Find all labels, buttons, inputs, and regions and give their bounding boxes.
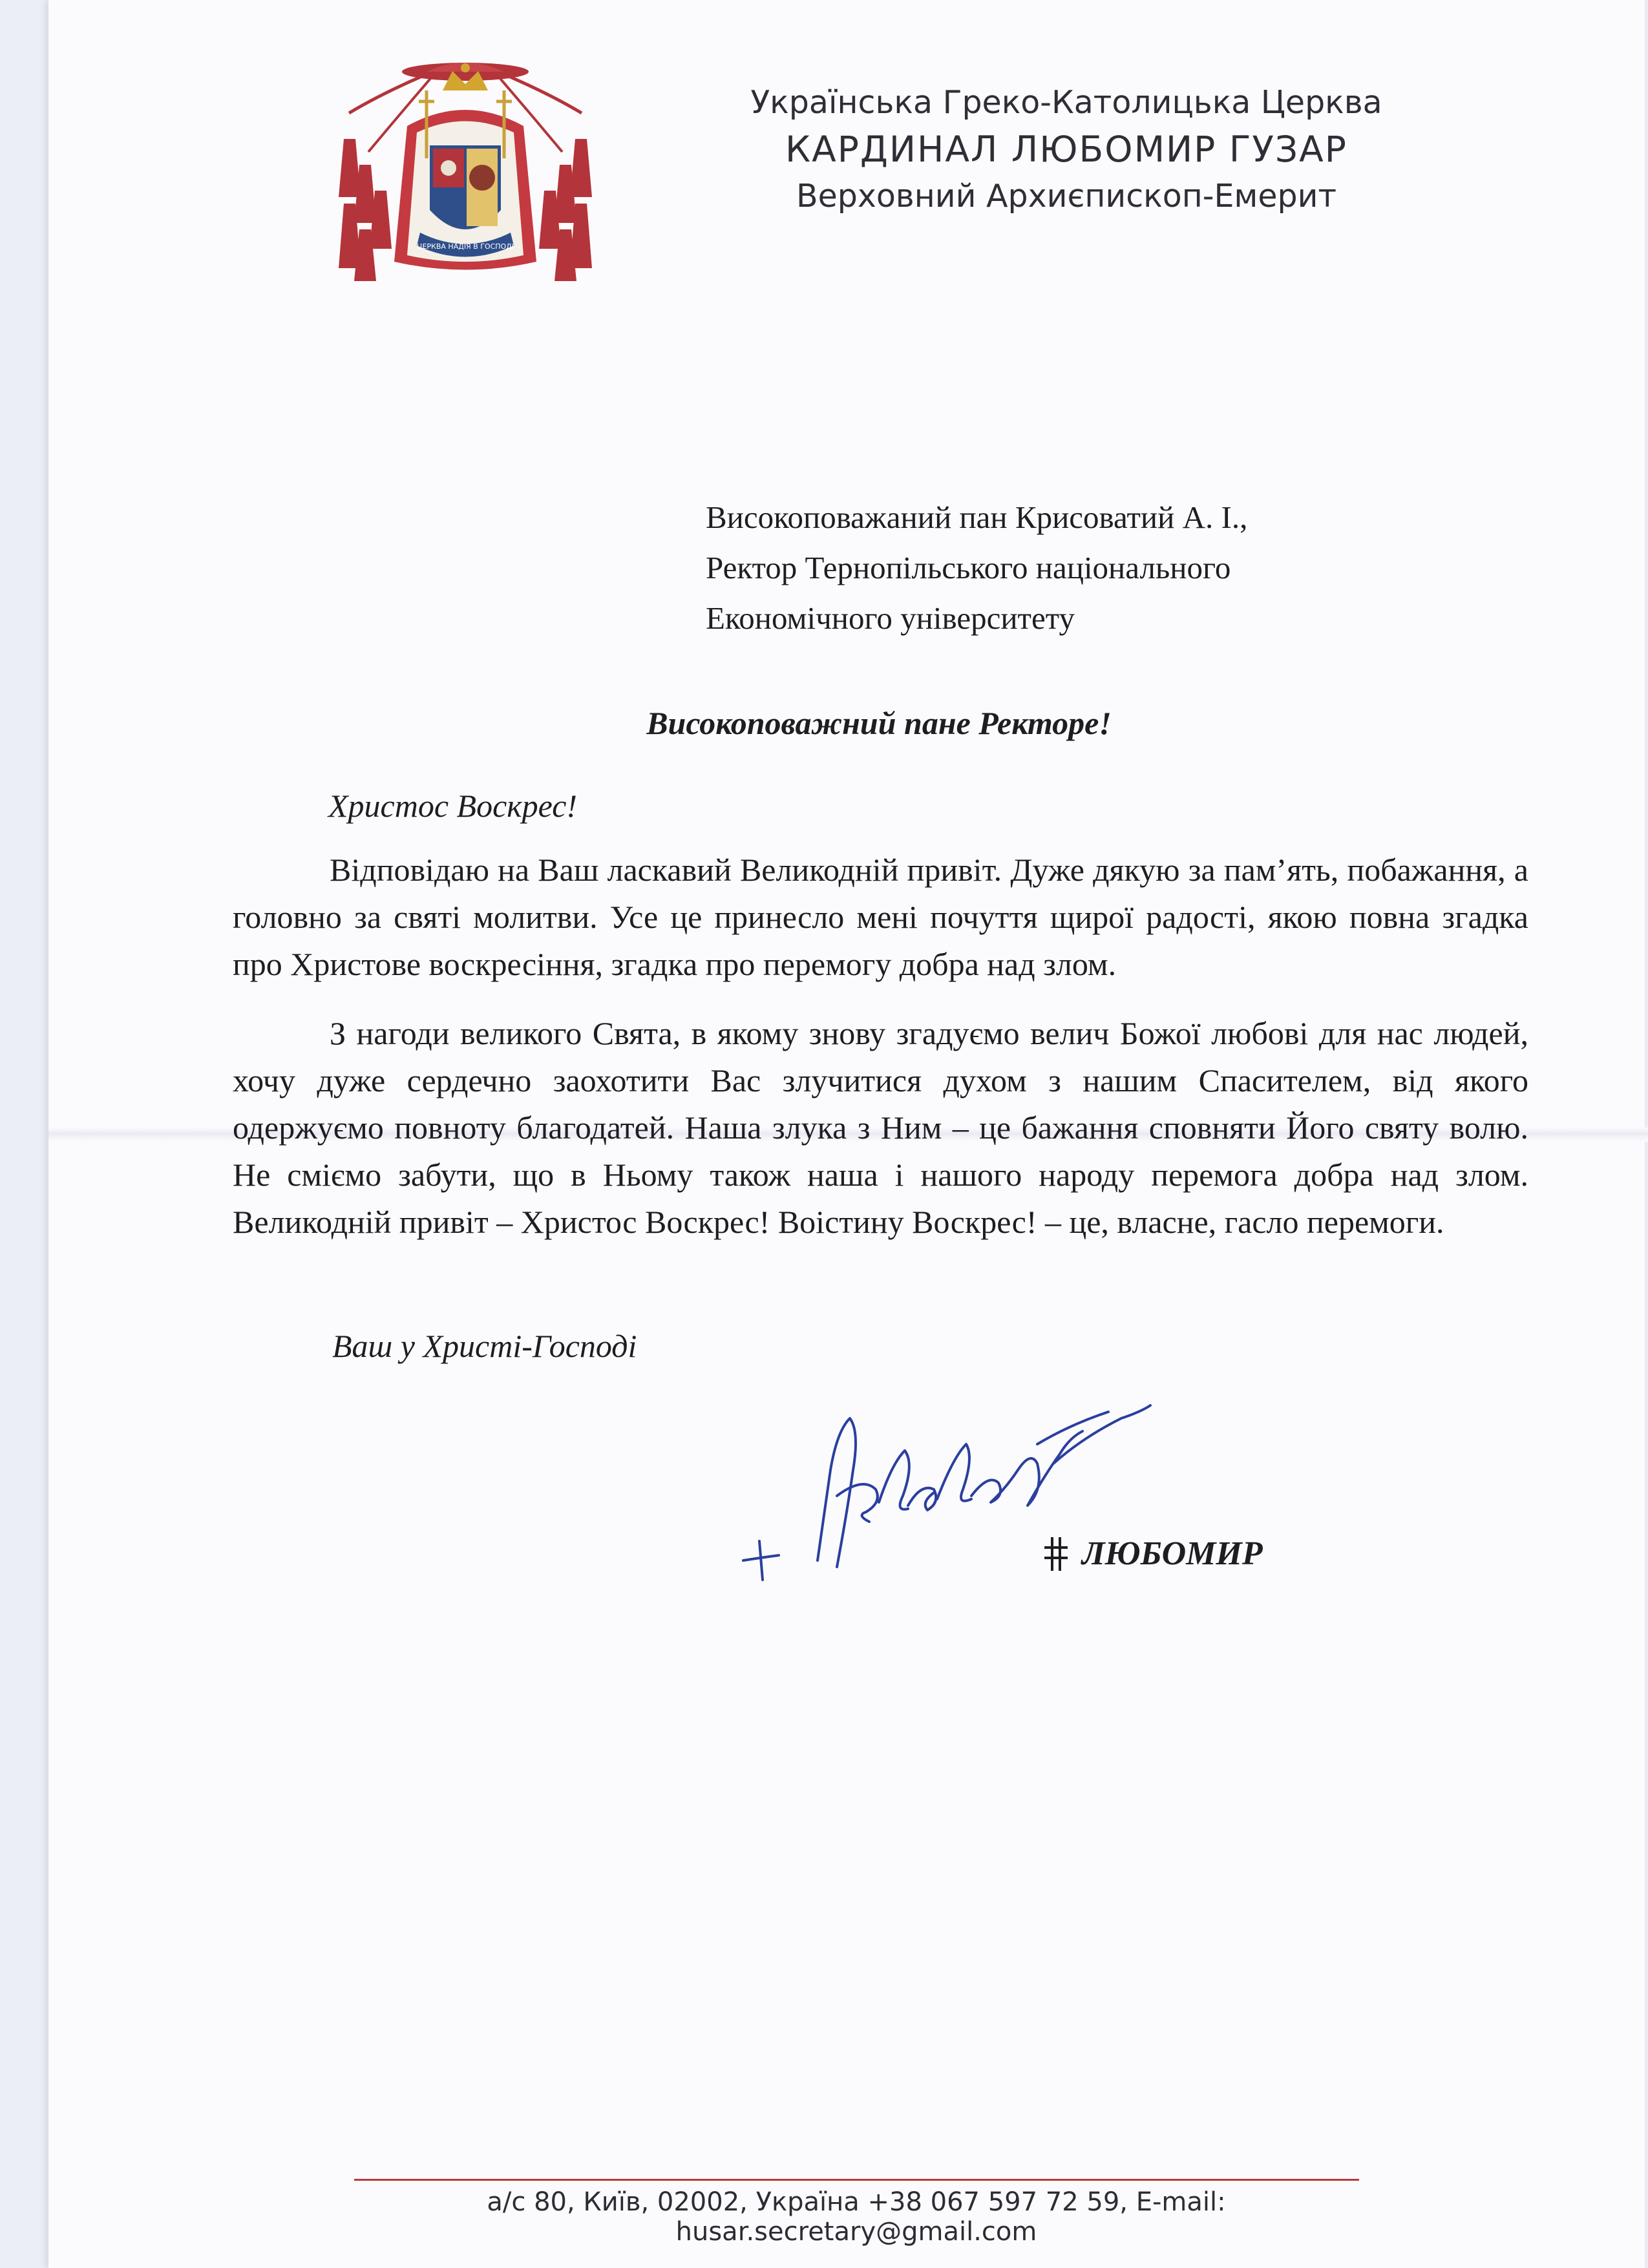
salutation: Високоповажний пане Ректоре! xyxy=(646,705,1112,741)
body-paragraph: Відповідаю на Ваш ласкавий Великодній привіт. Дуже дякую за пам’ять, побажання, а головно за святі молитви. Усе це принесло мені почуття щирої радості, якою повна згадка про Христове воскресіння, згадка про перемогу добра над злом. xyxy=(233,852,1528,982)
cardinal-coat-of-arms-icon xyxy=(330,55,601,291)
patriarchal-cross-icon xyxy=(1042,1536,1070,1572)
body-paragraph: З нагоди великого Свята, в якому знову згадуємо велич Божої любові для нас людей, хочу дуже сердечно заохотити Вас злучитися духом з нашим Спасителем, від якого одержуємо повноту благодатей. Наша злука з Ним – це бажання сповняти Його святу волю. Не сміємо забути, що в Ньому також наша і нашого народу перемога добра над злом. Великодній привіт – Христос Воскрес! Воістину Воскрес! – це, власне, гасло перемоги. xyxy=(233,1015,1528,1240)
addressee-block xyxy=(706,492,1247,644)
church-name: Українська Греко-Католицька Церква xyxy=(750,84,1382,121)
footer-contacts: а/с 80, Київ, 02002, Україна +38 067 597 72 59, E-mail: husar.secretary@gmail.com xyxy=(487,2187,1226,2247)
letterhead xyxy=(646,84,1486,215)
svg-text:ЦЕРКВА НАДІЯ В ГОСПОДІ: ЦЕРКВА НАДІЯ В ГОСПОДІ xyxy=(416,242,514,251)
handwritten-signature-icon xyxy=(734,1367,1154,1612)
footer-divider xyxy=(354,2179,1359,2181)
addressee-line: Високоповажаний пан Крисоватий А. І., xyxy=(706,499,1248,535)
greeting: Христос Воскрес! xyxy=(328,788,578,824)
signer-block xyxy=(1042,1535,1263,1573)
signer-name: ЛЮБОМИР xyxy=(1082,1535,1263,1572)
cardinal-title: Верховний Архиєпископ-Емерит xyxy=(796,178,1337,215)
cardinal-name: КАРДИНАЛ ЛЮБОМИР ГУЗАР xyxy=(785,129,1347,170)
addressee-line: Ректор Тернопільського національного xyxy=(706,550,1231,585)
addressee-line: Економічного університету xyxy=(706,600,1075,636)
closing-line: Ваш у Христі-Господі xyxy=(332,1328,637,1364)
